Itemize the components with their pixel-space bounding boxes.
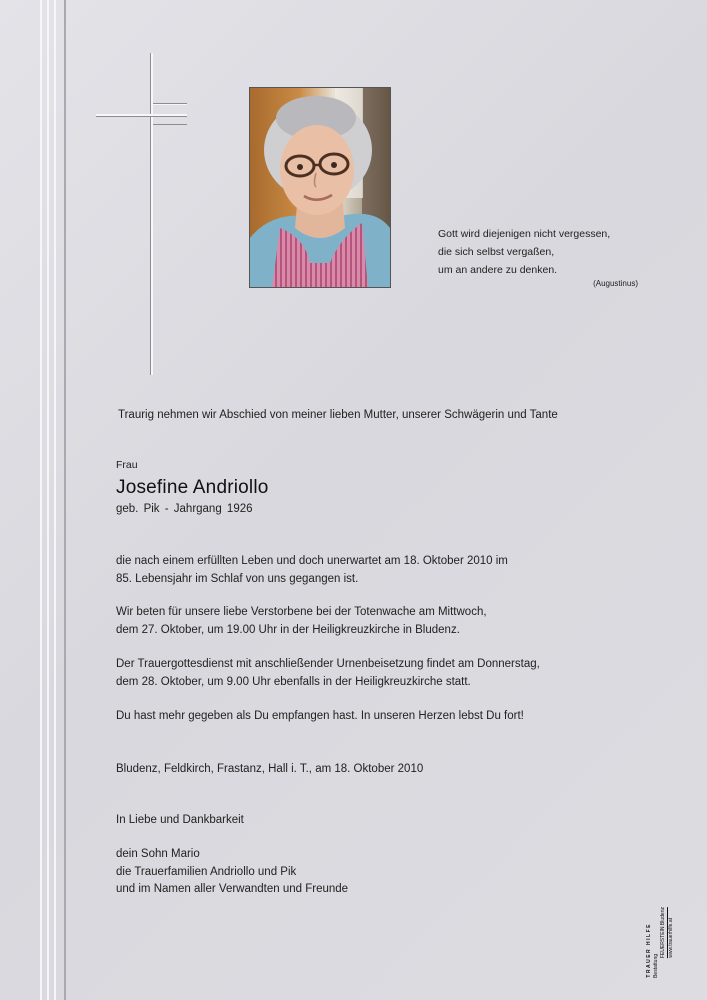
birth-info: geb. Pik - Jahrgang 1926 (116, 503, 253, 515)
quote-author: (Augustinus) (593, 279, 638, 288)
funeral-home-logo (646, 878, 686, 978)
decorative-stripe (54, 0, 56, 1000)
mourner-line: dein Sohn Mario (116, 848, 200, 860)
quote-line: um an andere zu denken. (438, 264, 558, 276)
mourner-line: die Trauerfamilien Andriollo und Pik (116, 865, 297, 878)
paragraph-farewell: Du hast mehr gegeben als Du empfangen hast. In unseren Herzen lebst Du fort! (116, 710, 524, 722)
quote-line: Gott wird diejenigen nicht vergessen, (438, 228, 611, 240)
quote-block (438, 225, 638, 290)
logo-line: Bestattung (653, 954, 659, 978)
logo-line: TRAUER HILFE (646, 923, 652, 978)
mourners-list (116, 846, 586, 899)
decorative-stripe-shadow (64, 0, 66, 1000)
place-date: Bludenz, Feldkirch, Frastanz, Hall i. T., am 18. Oktober 2010 (116, 763, 424, 775)
salutation: Frau (116, 459, 138, 471)
portrait-photo (249, 87, 391, 288)
deceased-name: Josefine Andriollo (116, 477, 269, 498)
intro-text: Traurig nehmen wir Abschied von meiner lieben Mutter, unserer Schwägerin und Tante (118, 409, 558, 421)
quote-line: die sich selbst vergaßen, (438, 246, 555, 258)
decorative-stripe (47, 0, 49, 1000)
logo-line: FEUERSTEIN Bludenz (660, 906, 666, 958)
paragraph-funeral: Der Trauergottesdienst mit anschließender Urnenbeisetzung findet am Donnerstag, dem 28. Oktober, um 9.00 Uhr ebenfalls in der Heiligkreuzkirche statt. (116, 658, 540, 688)
decorative-stripe (40, 0, 42, 1000)
logo-line: www.trauerhilfe.at (668, 918, 674, 958)
mourner-line: und im Namen aller Verwandten und Freunde (116, 883, 349, 895)
closing-phrase: In Liebe und Dankbarkeit (116, 814, 244, 826)
paragraph-passing: die nach einem erfüllten Leben und doch unerwartet am 18. Oktober 2010 im 85. Lebensjahr im Schlaf von uns gegangen ist. (116, 555, 508, 585)
paragraph-wake: Wir beten für unsere liebe Verstorbene bei der Totenwache am Mittwoch, dem 27. Oktober, um 19.00 Uhr in der Heiligkreuzkirche in Bludenz. (116, 606, 487, 636)
